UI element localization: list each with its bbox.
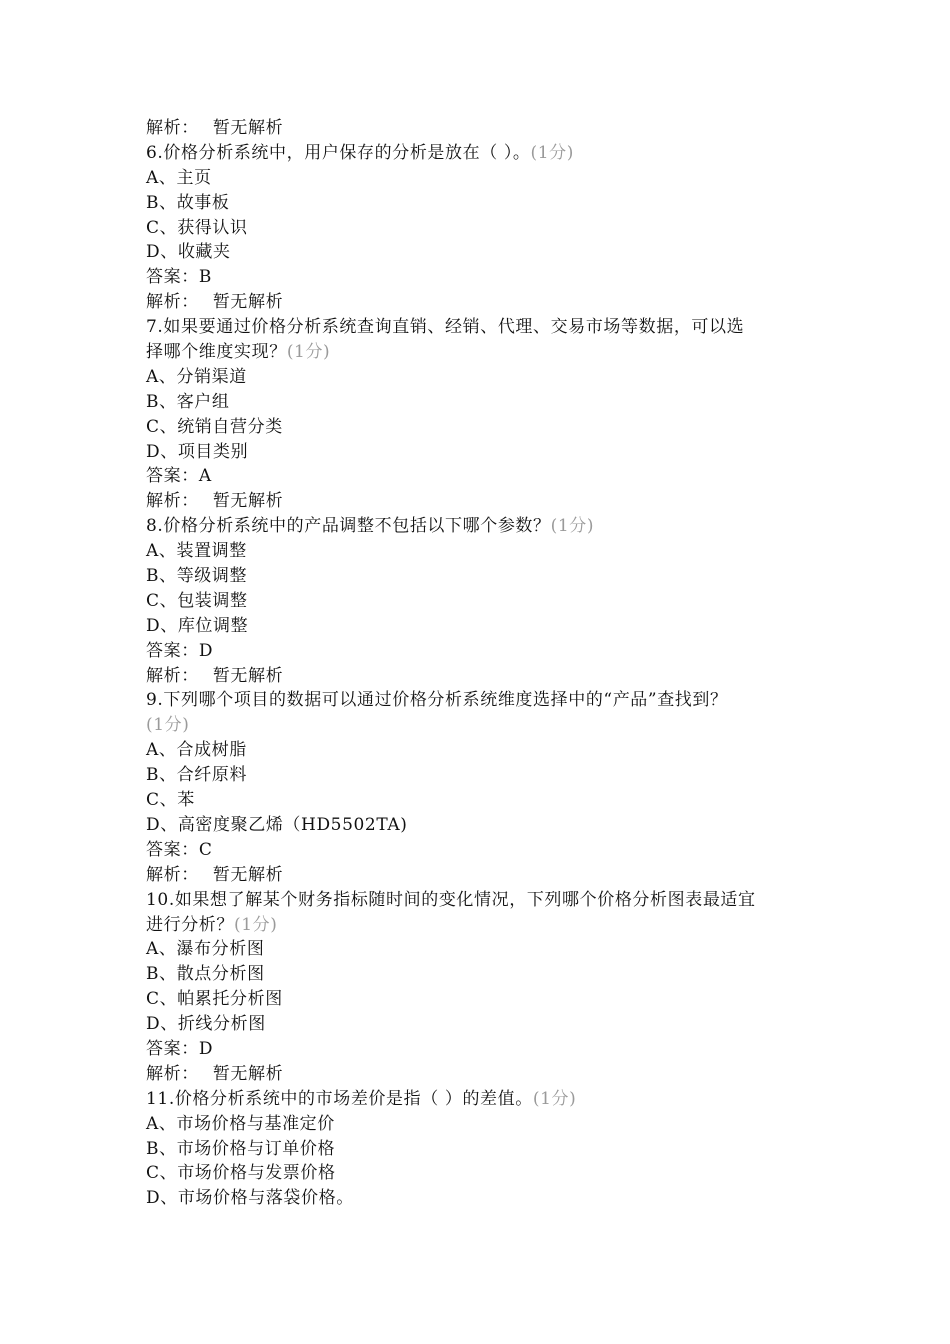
answer-label: 答案： [146,466,199,487]
answer-value: D [198,640,214,661]
analysis-text: 暂无解析 [212,118,284,138]
analysis-label: 解析： [146,118,199,138]
analysis-text: 暂无解析 [212,292,284,313]
answer-label: 答案： [146,1038,199,1059]
answer-value: C [198,839,213,860]
option-b: B、散点分析图 [146,964,265,985]
analysis-text: 暂无解析 [212,665,284,686]
option-b: B、故事板 [146,192,230,213]
analysis-line [146,863,826,888]
analysis-text: 暂无解析 [212,864,284,885]
answer-value: D [198,1038,214,1059]
option-b: B、合纤原料 [146,765,248,786]
question-text: 8.价格分析系统中的产品调整不包括以下哪个参数？ [146,516,551,537]
option-a: A、合成树脂 [146,740,247,761]
answer-line [146,464,826,489]
question-stem: 10.如果想了解某个财务指标随时间的变化情况，下列哪个价格分析图表最适宜 [146,889,756,910]
option-c: C、帕累托分析图 [146,989,283,1010]
analysis-line [146,1062,826,1087]
option-a: A、瀑布分析图 [146,939,265,960]
question-stem: 7.如果要通过价格分析系统查询直销、经销、代理、交易市场等数据，可以选 [146,317,745,338]
question-stem [146,514,826,539]
analysis-label: 解析： [146,864,199,885]
option-c: C、获得认识 [146,217,248,238]
analysis-label: 解析： [146,665,199,686]
answer-value: B [198,267,212,288]
option-c: C、包装调整 [146,590,248,611]
option-d: D、高密度聚乙烯（HD5502TA) [146,814,408,835]
question-score: (1分) [530,142,575,163]
question-score: (1分) [234,914,278,935]
analysis-line [146,664,826,689]
analysis-line [146,290,826,315]
question-stem-continued [146,913,826,938]
question-score: (1分) [550,516,595,537]
option-c: C、苯 [146,790,195,811]
answer-label: 答案： [146,267,199,288]
option-c: C、统销自营分类 [146,416,283,437]
option-d: D、库位调整 [146,615,249,636]
option-b: B、等级调整 [146,566,248,587]
option-b: B、客户组 [146,391,230,412]
option-d: D、市场价格与落袋价格。 [146,1188,354,1209]
question-score: (1分) [286,342,331,363]
option-d: D、收藏夹 [146,242,231,263]
answer-label: 答案： [146,640,199,661]
analysis-text: 暂无解析 [212,1063,284,1084]
option-b: B、市场价格与订单价格 [146,1138,336,1159]
question-stem [146,141,826,166]
option-a: A、市场价格与基准定价 [146,1113,335,1134]
answer-line [146,1037,826,1062]
analysis-label: 解析： [146,1063,199,1084]
document-page [146,116,826,1211]
analysis-label: 解析： [146,292,199,313]
analysis-line [146,116,826,141]
option-d: D、项目类别 [146,441,249,462]
option-a: A、分销渠道 [146,366,247,387]
answer-line [146,838,826,863]
question-stem [146,1087,826,1112]
question-score: (1分) [532,1088,577,1109]
option-c: C、市场价格与发票价格 [146,1163,336,1184]
answer-line [146,265,826,290]
question-stem-continued [146,713,826,738]
question-stem: 9.下列哪个项目的数据可以通过价格分析系统维度选择中的“产品”查找到？ [146,690,728,711]
question-stem-continued [146,340,826,365]
question-text: 6.价格分析系统中，用户保存的分析是放在（ ）。 [146,142,531,163]
option-a: A、装置调整 [146,541,247,562]
option-a: A、主页 [146,167,212,188]
question-text: 择哪个维度实现？ [146,342,287,363]
analysis-line [146,489,826,514]
option-d: D、折线分析图 [146,1014,266,1035]
analysis-label: 解析： [146,491,199,512]
answer-value: A [198,466,212,487]
answer-line [146,639,826,664]
analysis-text: 暂无解析 [212,491,284,512]
question-text: 进行分析？ [146,914,234,935]
answer-label: 答案： [146,839,199,860]
question-text: 11.价格分析系统中的市场差价是指（ ）的差值。 [146,1088,533,1109]
question-score: (1分) [146,715,190,736]
